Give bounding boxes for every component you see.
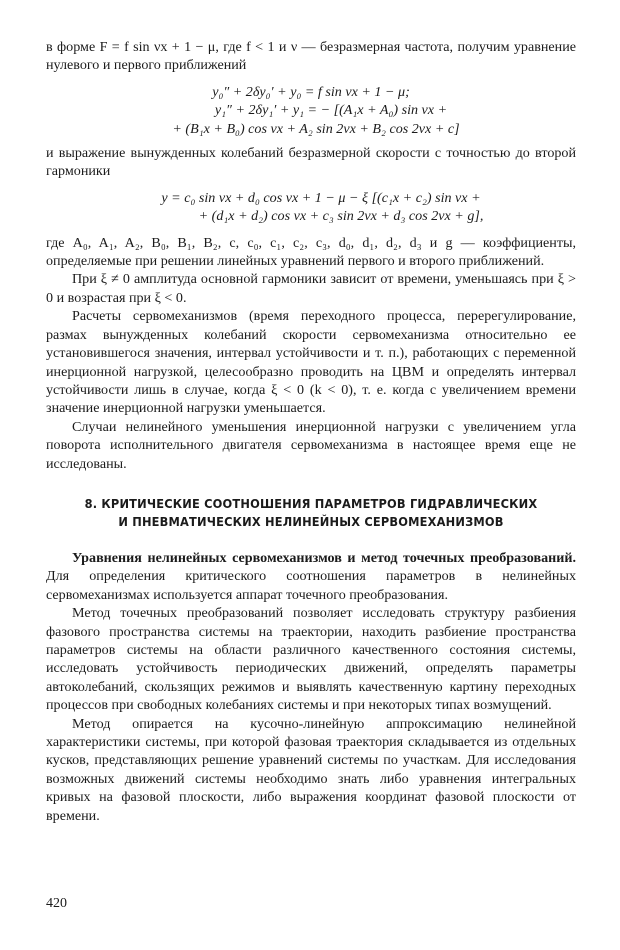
section-heading-line-2: И ПНЕВМАТИЧЕСКИХ НЕЛИНЕЙНЫХ СЕРВОМЕХАНИЗМОВ	[118, 513, 504, 529]
paragraph-calculations: Расчеты сервомеханизмов (время переходного процесса, перерегулирование, размах вынужденных колебаний скорости сервомеханизма относительно ее установившегося значения, интервал устойчивости и т. п.), работающих с переменной инерционной нагрузкой, целесообразно проводить на ЦВМ и определять интервал устойчивости лишь в случае, когда ξ < 0 (k < 0), т. е. когда с увеличением времени значение инерционной нагрузки уменьшается.	[46, 308, 576, 417]
page-number: 420	[46, 896, 67, 911]
paragraph-forced-oscillations: и выражение вынужденных колебаний безразмерной скорости с точностью до второй гармоники	[46, 145, 576, 180]
paragraph-method-capabilities: Метод точечных преобразований позволяет исследовать структуру разбиения фазового пространства системы на траектории, находить разбиение пространства параметров системы на области различного качественного состояния системы, исследовать устойчивость периодических движений, определять параметры автоколебаний, скользящих режимов и выявлять качественную картину переходных процессов при свободных колебаниях системы и при некоторых типах возмущений.	[46, 605, 576, 714]
equation-velocity-line2: + (d₁x + d₂) cos νx + c₃ sin 2νx + d₃ cos 2νx + g],	[198, 208, 484, 225]
paragraph-amplitude: При ξ ≠ 0 амплитуда основной гармоники зависит от времени, уменьшаясь при ξ > 0 и возрастая при ξ < 0.	[46, 271, 576, 306]
paragraph-point-transform-intro	[46, 549, 576, 604]
equation-zero-approx: y₀″ + 2δy₀′ + y₀ = f sin νx + 1 − μ;	[212, 83, 410, 100]
paragraph-lead-rest: Для определения критического соотношения параметров в нелинейных сервомеханизмах используется аппарат точечного преобразования.	[46, 568, 576, 603]
paragraph-nonlinear-cases: Случаи нелинейного уменьшения инерционной нагрузки с увеличением угла поворота исполнительного двигателя сервомеханизма в настоящее время еще не исследованы.	[46, 418, 576, 472]
equation-first-approx-line1: y₁″ + 2δy₁′ + y₁ = − [(A₁x + A₀) sin νx +	[214, 102, 448, 119]
equation-block-approximations	[46, 83, 576, 138]
section-heading-line-1: 8. КРИТИЧЕСКИЕ СООТНОШЕНИЯ ПАРАМЕТРОВ ГИДРАВЛИЧЕСКИХ	[84, 495, 538, 511]
paragraph-intro: в форме F = f sin νx + 1 − μ, где f < 1 и ν — безразмерная частота, получим уравнение нулевого и первого приближений	[46, 39, 576, 74]
paragraph-coefficients: где A₀, A₁, A₂, B₀, B₁, B₂, c, c₀, c₁, c₂, c₃, d₀, d₁, d₂, d₃ и g — коэффициенты, определяемые при решении линейных уравнений первого и второго приближений.	[46, 234, 576, 270]
equation-block-velocity	[46, 189, 576, 226]
paragraph-lead-bold: Уравнения нелинейных сервомеханизмов и метод точечных преобразований.	[72, 549, 576, 566]
section-heading	[67, 495, 555, 531]
equation-velocity-line1: y = c₀ sin νx + d₀ cos νx + 1 − μ − ξ [(c₁x + c₂) sin νx +	[161, 189, 481, 206]
equation-first-approx-line2: + (B₁x + B₀) cos νx + A₂ sin 2νx + B₂ cos 2νx + c]	[172, 120, 460, 137]
paragraph-piecewise-linear: Метод опирается на кусочно-линейную аппроксимацию нелинейной характеристики системы, при которой фазовая траектория складывается из отдельных кусков, представляющих решение уравнений системы по участкам. Для исследования возможных движений системы необходимо знать либо уравнения интегральных кривых на фазовой плоскости, либо выражения координат фазовой плоскости от времени.	[46, 715, 576, 824]
